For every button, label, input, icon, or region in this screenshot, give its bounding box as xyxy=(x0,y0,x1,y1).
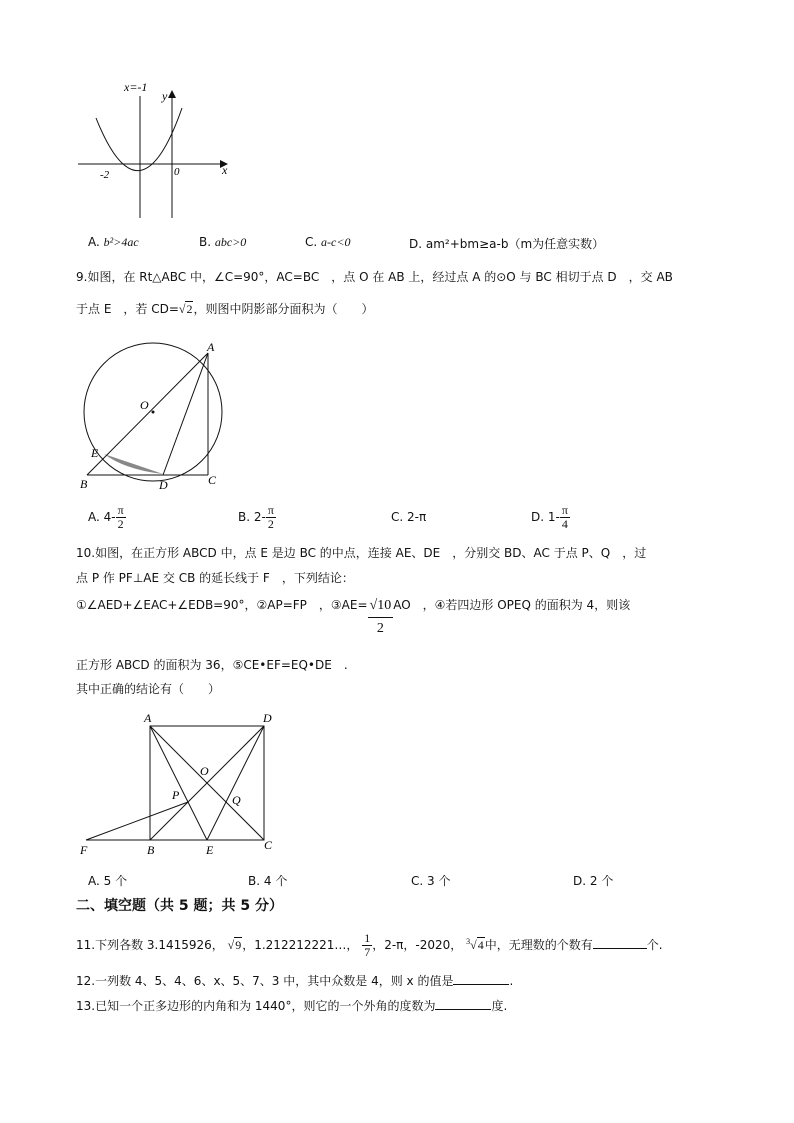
option-letter: A. xyxy=(88,235,100,249)
tick-neg2: -2 xyxy=(100,169,110,181)
q10-option-c[interactable] xyxy=(411,872,450,889)
label-f: F xyxy=(80,843,88,857)
frac-den: 2 xyxy=(267,517,274,531)
q9-option-d[interactable] xyxy=(531,504,570,531)
option-letter: B. xyxy=(248,874,261,888)
q11-suffix: 个. xyxy=(646,938,663,952)
frac-num-sqrt: √10 xyxy=(368,595,394,618)
option-letter: C. xyxy=(391,510,404,524)
q8-option-d[interactable] xyxy=(409,235,604,252)
frac-num: π xyxy=(267,503,274,517)
frac-num: 1 xyxy=(364,931,371,945)
label-a: A xyxy=(207,340,215,354)
q10-line5: 其中正确的结论有（ ） xyxy=(76,682,221,696)
option-frac xyxy=(116,504,126,531)
label-e: E xyxy=(206,843,214,857)
radicand: 10 xyxy=(377,598,392,613)
segment-ab xyxy=(87,353,208,475)
frac-den: 2 xyxy=(117,517,124,531)
q11-mid3: 中，无理数的个数有 xyxy=(484,938,593,952)
option-letter: C. xyxy=(305,235,318,249)
option-frac xyxy=(560,504,570,531)
frac-den: 7 xyxy=(364,945,371,959)
label-d: D xyxy=(159,478,168,492)
frac-den: 4 xyxy=(561,517,568,531)
y-label: y xyxy=(162,89,168,103)
shaded-region xyxy=(104,454,163,474)
q9-line2-prefix: 于点 E ，若 CD= xyxy=(76,302,179,316)
q9-option-c[interactable] xyxy=(391,510,426,524)
q8-option-a[interactable] xyxy=(88,235,139,250)
q10-line3-suffix: AO ，④若四边形 OPEQ 的面积为 4，则该 xyxy=(393,598,631,612)
tick-0: 0 xyxy=(174,166,180,178)
q13-suffix: 度. xyxy=(491,999,508,1013)
segment-ae xyxy=(150,726,207,840)
segment-fp xyxy=(86,802,188,840)
q13-line xyxy=(76,997,507,1014)
section-title-fill-in: 二、填空题（共 5 题；共 5 分） xyxy=(76,898,283,914)
q9-line1: 9.如图，在 Rt△ABC 中，∠C=90°，AC=BC ，点 O 在 AB 上，经过点 A 的⊙O 与 BC 相切于点 D ，交 AB xyxy=(76,270,673,284)
radicand: 4 xyxy=(477,938,484,952)
q13-answer-blank[interactable] xyxy=(435,997,491,1010)
label-p: P xyxy=(172,788,180,802)
q9-option-b[interactable] xyxy=(238,504,276,531)
q10-line3-prefix: ①∠AED+∠EAC+∠EDB=90°，②AP=FP ，③AE= xyxy=(76,598,368,612)
q11-mid2: ，2-π，-2020， xyxy=(372,938,463,952)
option-text: 3 个 xyxy=(427,874,451,888)
option-text: 5 个 xyxy=(103,874,128,888)
q9-line2-suffix: ，则图中阴影部分面积为（ ） xyxy=(193,302,374,316)
axis-eq-label: x=-1 xyxy=(124,80,148,94)
option-letter: B. xyxy=(238,510,251,524)
q11-answer-blank[interactable] xyxy=(593,936,647,949)
root-index: 3 xyxy=(466,937,471,946)
segment-de xyxy=(207,726,264,840)
q8-option-b[interactable] xyxy=(199,235,246,250)
q10-option-b[interactable] xyxy=(248,872,287,889)
q12-prefix: 12.一列数 4、5、4、6、x、5、7、3 中，其中众数是 4，则 x 的值是 xyxy=(76,974,454,988)
option-letter: A. xyxy=(88,510,100,524)
q9-line2 xyxy=(76,300,374,317)
option-text: a-c<0 xyxy=(321,235,351,249)
cbrt-4: $^3$√4 xyxy=(466,937,484,952)
label-e: E xyxy=(91,446,99,460)
q10-line1: 10.如图，在正方形 ABCD 中，点 E 是边 BC 的中点，连接 AE、DE ，分别交 BD、AC 于点 P、Q ，过 xyxy=(76,546,647,560)
label-c: C xyxy=(208,473,217,487)
q11-line xyxy=(76,932,663,959)
frac-1-7 xyxy=(362,932,372,959)
q10-option-a[interactable] xyxy=(88,872,127,889)
segment-ad xyxy=(163,353,208,475)
option-text: 4 个 xyxy=(263,874,288,888)
radicand: 9 xyxy=(235,938,242,952)
y-axis-arrow xyxy=(168,90,176,98)
option-pre: 4- xyxy=(103,510,116,524)
q10-line2: 点 P 作 PF⊥AE 交 CB 的延长线于 F ，下列结论： xyxy=(76,571,354,585)
label-b: B xyxy=(80,477,88,491)
frac-den: 2 xyxy=(376,621,384,636)
q12-line xyxy=(76,972,513,989)
q12-suffix: . xyxy=(509,974,514,988)
option-frac xyxy=(266,504,276,531)
label-d: D xyxy=(263,711,272,725)
q10-sqrt-frac xyxy=(368,595,394,640)
label-o: O xyxy=(200,764,209,778)
q8-option-c[interactable] xyxy=(305,235,350,250)
parabola-curve xyxy=(96,108,182,171)
sqrt-2: √2 xyxy=(178,302,193,316)
x-label: x xyxy=(222,163,228,177)
option-pre: 2- xyxy=(253,510,266,524)
option-letter: D. xyxy=(573,874,587,888)
q9-option-a[interactable] xyxy=(88,504,126,531)
frac-num: π xyxy=(561,503,568,517)
option-letter: A. xyxy=(88,874,100,888)
q10-option-d[interactable] xyxy=(573,872,613,889)
option-pre: 2-π xyxy=(407,510,427,524)
option-letter: D. xyxy=(409,237,423,251)
q11-mid1: ，1.212212221…， xyxy=(242,938,359,952)
q10-square-figure xyxy=(74,708,284,860)
sqrt-9: √9 xyxy=(227,938,242,952)
option-pre: 1- xyxy=(547,510,560,524)
q11-prefix: 11.下列各数 3.1415926， xyxy=(76,938,224,952)
q8-parabola-graph xyxy=(70,78,240,223)
label-c: C xyxy=(264,838,273,852)
option-text: am²+bm≥a-b（m为任意实数） xyxy=(425,237,605,251)
q10-line3 xyxy=(76,595,630,640)
option-text: 2 个 xyxy=(589,874,614,888)
q9-circle-figure xyxy=(74,338,244,498)
option-letter: B. xyxy=(199,235,212,249)
option-letter: C. xyxy=(411,874,424,888)
option-text: abc>0 xyxy=(214,235,247,249)
radicand: 2 xyxy=(186,302,193,316)
q13-prefix: 13.已知一个正多边形的内角和为 1440°，则它的一个外角的度数为 xyxy=(76,999,436,1013)
label-b: B xyxy=(147,843,155,857)
frac-num: π xyxy=(117,503,124,517)
option-letter: D. xyxy=(531,510,545,524)
option-text: b²>4ac xyxy=(103,235,139,249)
label-o: O xyxy=(140,398,149,412)
center-dot xyxy=(152,411,155,414)
label-q: Q xyxy=(232,793,241,807)
q10-line4: 正方形 ABCD 的面积为 36，⑤CE•EF=EQ•DE . xyxy=(76,658,348,672)
q12-answer-blank[interactable] xyxy=(453,972,509,985)
label-a: A xyxy=(144,711,152,725)
